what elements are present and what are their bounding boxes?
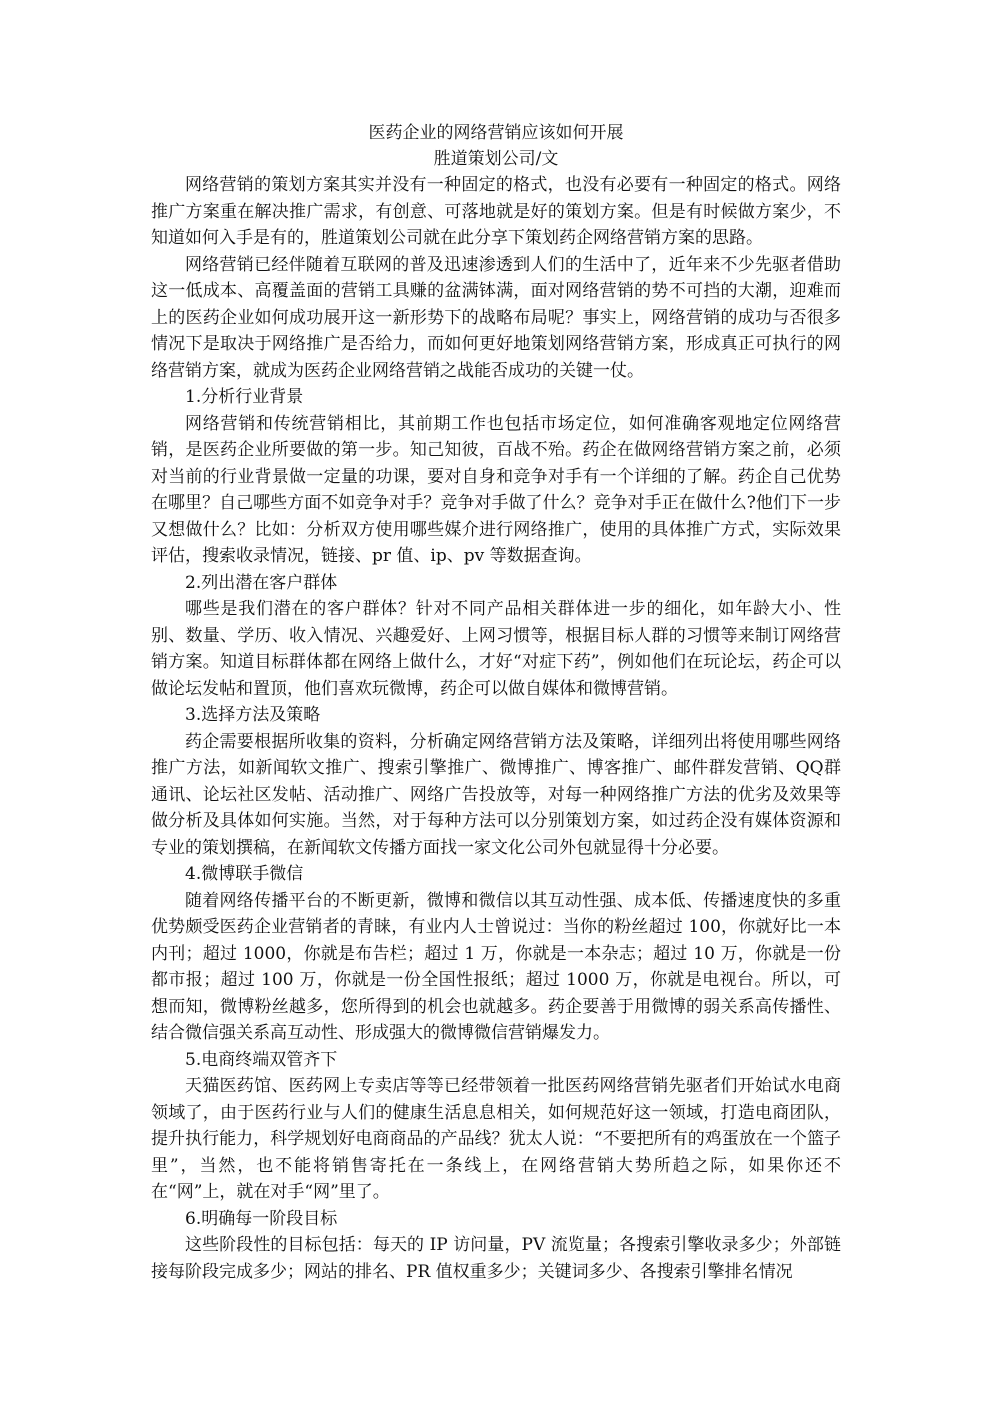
section-1-heading: 1.分析行业背景 bbox=[185, 387, 304, 407]
section-2-body: 哪些是我们潜在的客户群体？针对不同产品相关群体进一步的细化，如年龄大小、性别、数量、学历、收入情况、兴趣爱好、上网习惯等，根据目标人群的习惯等来制订网络营销方案。知道目标群体都在网络上做什么，才好“对症下药”，例如他们在玩论坛，药企可以做论坛发帖和置顶，他们喜欢玩微博，药企可以做自媒体和微博营销。 bbox=[151, 599, 841, 699]
intro-paragraph-1: 网络营销的策划方案其实并没有一种固定的格式，也没有必要有一种固定的格式。网络推广方案重在解决推广需求，有创意、可落地就是好的策划方案。但是有时候做方案少，不知道如何入手是有的，胜道策划公司就在此分享下策划药企网络营销方案的思路。 bbox=[151, 175, 841, 248]
section-5-body: 天猫医药馆、医药网上专卖店等等已经带领着一批医药网络营销先驱者们开始试水电商领域了，由于医药行业与人们的健康生活息息相关，如何规范好这一领域，打造电商团队，提升执行能力，科学规划好电商商品的产品线？犹太人说：“不要把所有的鸡蛋放在一个篮子里”，当然，也不能将销售寄托在一条线上，在网络营销大势所趋之际，如果你还不在“网”上，就在对手“网”里了。 bbox=[151, 1076, 841, 1202]
section-4-body: 随着网络传播平台的不断更新，微博和微信以其互动性强、成本低、传播速度快的多重优势颇受医药企业营销者的青睐，有业内人士曾说过：当你的粉丝超过 100，你就好比一本内刊；超过 1000，你就是布告栏；超过 1 万，你就是一本杂志；超过 10 万，你就是一份都市报；超过 100 万，你就是一份全国性报纸；超过 1000 万，你就是电视台。所以，可想而知，微博粉丝越多，您所得到的机会也就越多。药企要善于用微博的弱关系高传播性、结合微信强关系高互动性、形成强大的微博微信营销爆发力。 bbox=[151, 890, 841, 1043]
document-page bbox=[151, 120, 841, 1285]
section-6-body: 这些阶段性的目标包括：每天的 IP 访问量，PV 流览量；各搜索引擎收录多少；外部链接每阶段完成多少；网站的排名、PR 值权重多少；关键词多少、各搜索引擎排名情况 bbox=[151, 1235, 841, 1282]
section-1-body: 网络营销和传统营销相比，其前期工作也包括市场定位，如何准确客观地定位网络营销，是医药企业所要做的第一步。知己知彼，百战不殆。药企在做网络营销方案之前，必须对当前的行业背景做一定量的功课，要对自身和竞争对手有一个详细的了解。药企自己优势在哪里？自己哪些方面不如竞争对手？竞争对手做了什么？竞争对手正在做什么?他们下一步又想做什么？比如：分析双方使用哪些媒介进行网络推广，使用的具体推广方式，实际效果评估，搜索收录情况，链接、pr 值、ip、pv 等数据查询。 bbox=[151, 413, 841, 566]
intro-paragraph-2: 网络营销已经伴随着互联网的普及迅速渗透到人们的生活中了，近年来不少先驱者借助这一低成本、高覆盖面的营销工具赚的盆满钵满，面对网络营销的势不可挡的大潮，迎难而上的医药企业如何成功展开这一新形势下的战略布局呢？事实上，网络营销的成功与否很多情况下是取决于网络推广是否给力，而如何更好地策划网络营销方案，形成真正可执行的网络营销方案，就成为医药企业网络营销之战能否成功的关键一仗。 bbox=[151, 254, 841, 381]
section-3-heading: 3.选择方法及策略 bbox=[185, 705, 321, 725]
section-4-heading: 4.微博联手微信 bbox=[185, 864, 304, 884]
section-2-heading: 2.列出潜在客户群体 bbox=[185, 572, 338, 593]
document-author: 胜道策划公司/文 bbox=[433, 149, 559, 169]
section-5-heading: 5.电商终端双管齐下 bbox=[185, 1049, 338, 1070]
document-title: 医药企业的网络营销应该如何开展 bbox=[368, 123, 624, 143]
section-6-heading: 6.明确每一阶段目标 bbox=[185, 1208, 338, 1229]
section-3-body: 药企需要根据所收集的资料，分析确定网络营销方法及策略，详细列出将使用哪些网络推广方法，如新闻软文推广、搜索引擎推广、微博推广、博客推广、邮件群发营销、QQ群通讯、论坛社区发帖、活动推广、网络广告投放等，对每一种网络推广方法的优劣及效果等做分析及具体如何实施。当然，对于每种方法可以分别策划方案，如过药企没有媒体资源和专业的策划撰稿，在新闻软文传播方面找一家文化公司外包就显得十分必要。 bbox=[151, 731, 841, 858]
